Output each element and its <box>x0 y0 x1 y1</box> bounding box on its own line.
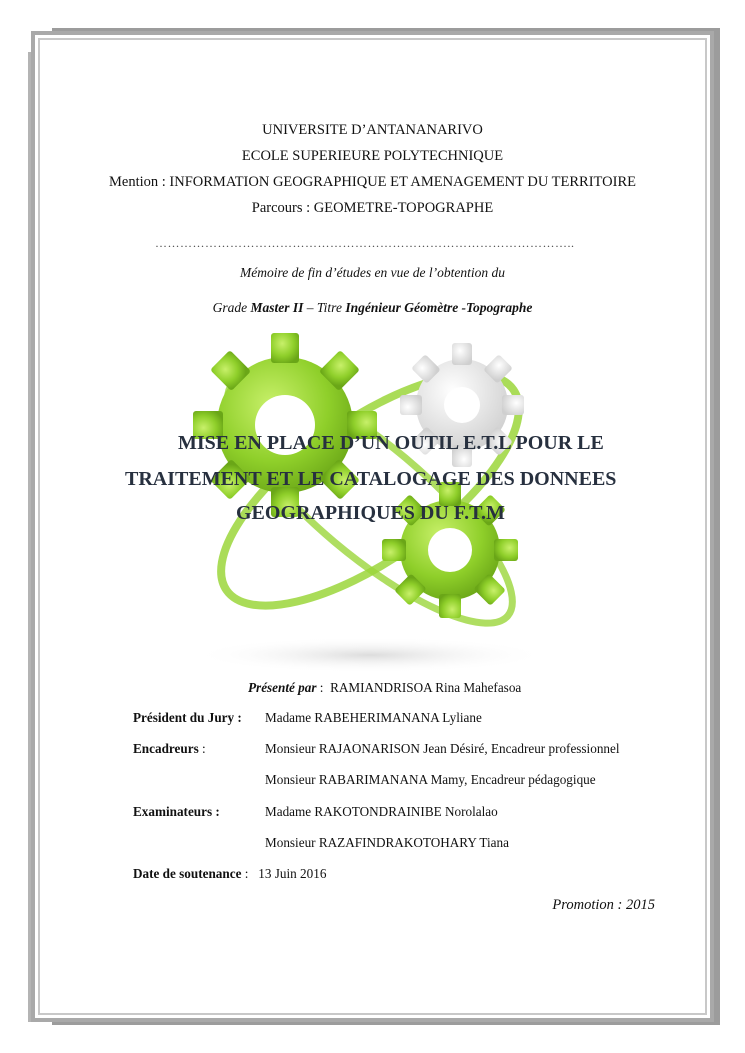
presented-label: Présenté par <box>248 680 317 695</box>
titre-prefix: – Titre <box>303 300 346 315</box>
presented-sep: : <box>316 680 331 695</box>
examinateur-2: Monsieur RAZAFINDRAKOTOHARY Tiana <box>265 835 509 850</box>
thesis-title-line-2: TRAITEMENT ET LE CATALOGAGE DES DONNEES <box>125 468 617 490</box>
examinateurs-label: Examinateurs : <box>133 804 220 819</box>
university-name: UNIVERSITE D’ANTANANARIVO <box>262 122 483 138</box>
grade-prefix: Grade <box>212 300 251 315</box>
thesis-title-line-3: GEOGRAPHIQUES DU F.T.M <box>236 502 505 524</box>
presenter-name: RAMIANDRISOA Rina Mahefasoa <box>330 680 522 695</box>
date-sep: : <box>241 866 259 881</box>
encadreurs-label-text: Encadreurs <box>133 741 199 756</box>
president-label: Président du Jury : <box>133 710 242 725</box>
encadreurs-sep: : <box>198 741 206 756</box>
mention: Mention : INFORMATION GEOGRAPHIQUE ET AMENAGEMENT DU TERRITOIRE <box>109 174 636 190</box>
presented-by <box>248 680 521 696</box>
titre-value: Ingénieur Géomètre -Topographe <box>345 300 533 315</box>
floor-shadow <box>192 637 548 673</box>
grade-value: Master II <box>250 300 304 315</box>
encadreurs-label <box>133 741 206 757</box>
defense-date: 13 Juin 2016 <box>258 866 327 881</box>
dotted-separator: ……………………………………………………………………………………….. <box>155 236 575 250</box>
encadreur-1: Monsieur RAJAONARISON Jean Désiré, Encadreur professionnel <box>265 741 620 756</box>
president-name: Madame RABEHERIMANANA Lyliane <box>265 710 482 725</box>
thesis-title-line-1: MISE EN PLACE D’UN OUTIL E.T.L POUR LE <box>178 432 604 454</box>
date-row <box>133 866 326 882</box>
memoire-line: Mémoire de fin d’études en vue de l’obtention du <box>240 265 505 280</box>
parcours: Parcours : GEOMETRE-TOPOGRAPHE <box>251 200 494 216</box>
school-name: ECOLE SUPERIEURE POLYTECHNIQUE <box>241 148 504 164</box>
date-label: Date de soutenance <box>133 866 242 881</box>
encadreur-2: Monsieur RABARIMANANA Mamy, Encadreur pédagogique <box>265 772 596 787</box>
promotion: Promotion : 2015 <box>552 897 655 913</box>
examinateur-1: Madame RAKOTONDRAINIBE Norolalao <box>265 804 498 819</box>
grade-line <box>0 300 745 316</box>
